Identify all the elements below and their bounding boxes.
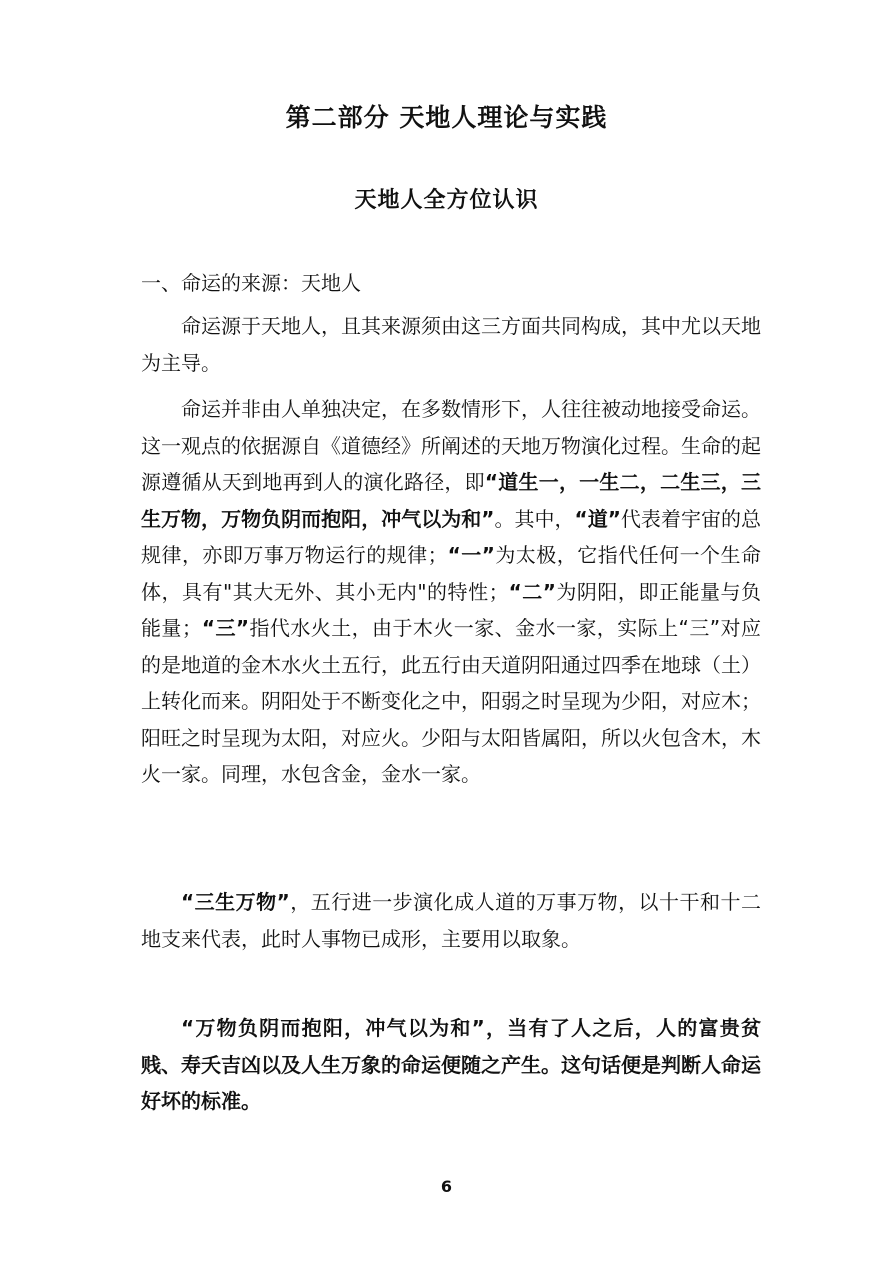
paragraph-2-text-f: 指代水火土，由于木火一家、金水一家，实际上“三”对应的是地道的金木水火土五行，此五行由天道阴阳通过四季在地球（土）上转化而来。阴阳处于不断变化之中，阳弱之时呈现为少阳，对应木；阳旺之时呈现为太阳，对应火。少阳与太阳皆属阳，所以火包含木，木火一家。同理，水包含金，金水一家。 <box>141 616 761 786</box>
section-title: 天地人全方位认识 <box>354 188 539 213</box>
quote-two: “二” <box>508 579 556 604</box>
part-title: 第二部分 天地人理论与实践 <box>285 103 608 132</box>
paragraph-2-quote: “道生一，一生二，二生三，三生万物，万物负阴而抱阳，冲气以为和” <box>141 470 762 531</box>
quote-one: “一” <box>447 543 495 567</box>
paragraph-2-text-e: 为阴阳，即正能量与负能量； <box>141 579 761 640</box>
paragraph-4 <box>141 1010 761 1120</box>
paragraph-2-text-a: 命运并非由人单独决定，在多数情形下，人往往被动地接受命运。这一观点的依据源自《道德经》所阐述的天地万物演化过程。生命的起源遵循从天到地再到人的演化路径，即 <box>141 397 761 494</box>
subsection-heading: 一、命运的来源：天地人 <box>141 271 361 295</box>
paragraph-2-text-c: 代表着宇宙的总规律，亦即万事万物运行的规律； <box>141 506 761 567</box>
paragraph-4-quote: “万物负阴而抱阳，冲气以为和” <box>181 1016 485 1040</box>
paragraph-3 <box>141 884 761 957</box>
quote-dao: “道” <box>574 506 621 531</box>
paragraph-2-text-d: 为太极，它指代任何一个生命体，具有"其大无外、其小无内"的特性； <box>141 543 762 604</box>
paragraph-3-quote: “三生万物” <box>181 890 290 914</box>
paragraph-1: 命运源于天地人，且其来源须由这三方面共同构成，其中尤以天地为主导。 <box>141 314 761 375</box>
paragraph-3-text: ，五行进一步演化成人道的万事万物，以十干和十二地支来代表，此时人事物已成形，主要用以取象。 <box>141 890 762 951</box>
quote-three: “三” <box>201 616 250 640</box>
paragraph-4-text: ，当有了人之后，人的富贵贫贱、寿夭吉凶以及人生万象的命运便随之产生。这句话便是判断人命运好坏的标准。 <box>141 1016 761 1113</box>
page-number: 6 <box>440 1177 453 1196</box>
paragraph-2 <box>141 391 761 793</box>
paragraph-2-text-b: 。其中， <box>494 506 575 531</box>
